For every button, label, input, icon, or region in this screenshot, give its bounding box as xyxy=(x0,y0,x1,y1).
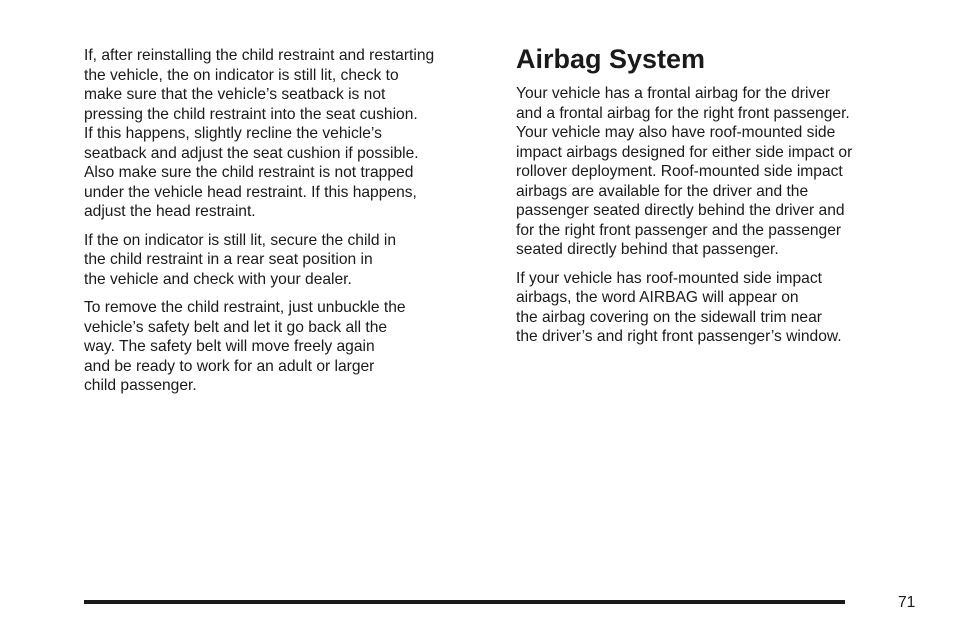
section-heading: Airbag System xyxy=(516,44,706,74)
text-line: seatback and adjust the seat cushion if possible. xyxy=(84,144,419,162)
text-line: vehicle’s safety belt and let it go back all the xyxy=(84,318,388,336)
paragraph-remove-restraint xyxy=(84,298,496,396)
paragraph-reinstall-check xyxy=(84,46,496,222)
text-line: airbags, the word AIRBAG will appear on xyxy=(516,289,799,306)
left-column xyxy=(84,0,496,405)
text-line: seated directly behind that passenger. xyxy=(516,241,779,258)
text-line: rollover deployment. Roof-mounted side impact xyxy=(516,163,843,180)
text-line: the child restraint in a rear seat position in xyxy=(84,251,373,268)
right-column xyxy=(516,0,916,356)
text-line: pressing the child restraint into the seat cushion. xyxy=(84,105,418,123)
paragraph-indicator-still-lit xyxy=(84,231,496,290)
text-line: way. The safety belt will move freely again xyxy=(84,338,375,355)
text-line: To remove the child restraint, just unbuckle the xyxy=(84,299,406,316)
paragraph-airbag-overview xyxy=(516,84,916,260)
text-line: child passenger. xyxy=(84,377,197,394)
text-line: airbags are available for the driver and the xyxy=(516,182,809,200)
paragraph-airbag-label xyxy=(516,269,916,347)
text-line: the driver’s and right front passenger’s window. xyxy=(516,328,842,345)
text-line: If this happens, slightly recline the vehicle’s xyxy=(84,125,382,142)
text-line: If your vehicle has roof-mounted side impact xyxy=(516,269,822,287)
text-line: and a frontal airbag for the right front passenger. xyxy=(516,104,850,122)
text-line: adjust the head restraint. xyxy=(84,203,256,220)
text-line: the vehicle and check with your dealer. xyxy=(84,270,352,288)
text-line: under the vehicle head restraint. If this happens, xyxy=(84,183,417,201)
text-line: for the right front passenger and the passenger xyxy=(516,221,842,239)
text-line: Your vehicle has a frontal airbag for the driver xyxy=(516,85,831,102)
text-line: make sure that the vehicle’s seatback is not xyxy=(84,86,386,103)
text-line: If the on indicator is still lit, secure the child in xyxy=(84,231,397,249)
text-line: Also make sure the child restraint is not trapped xyxy=(84,164,414,181)
text-line: and be ready to work for an adult or larger xyxy=(84,357,375,375)
page-number: 71 xyxy=(898,594,916,611)
text-line: the airbag covering on the sidewall trim near xyxy=(516,308,822,326)
footer-rule xyxy=(84,600,845,604)
text-line: passenger seated directly behind the driver and xyxy=(516,202,845,219)
text-line: the vehicle, the on indicator is still lit, check to xyxy=(84,66,399,84)
text-line: Your vehicle may also have roof-mounted side xyxy=(516,124,836,141)
text-line: If, after reinstalling the child restraint and restarting xyxy=(84,47,435,64)
text-line: impact airbags designed for either side impact or xyxy=(516,143,853,161)
